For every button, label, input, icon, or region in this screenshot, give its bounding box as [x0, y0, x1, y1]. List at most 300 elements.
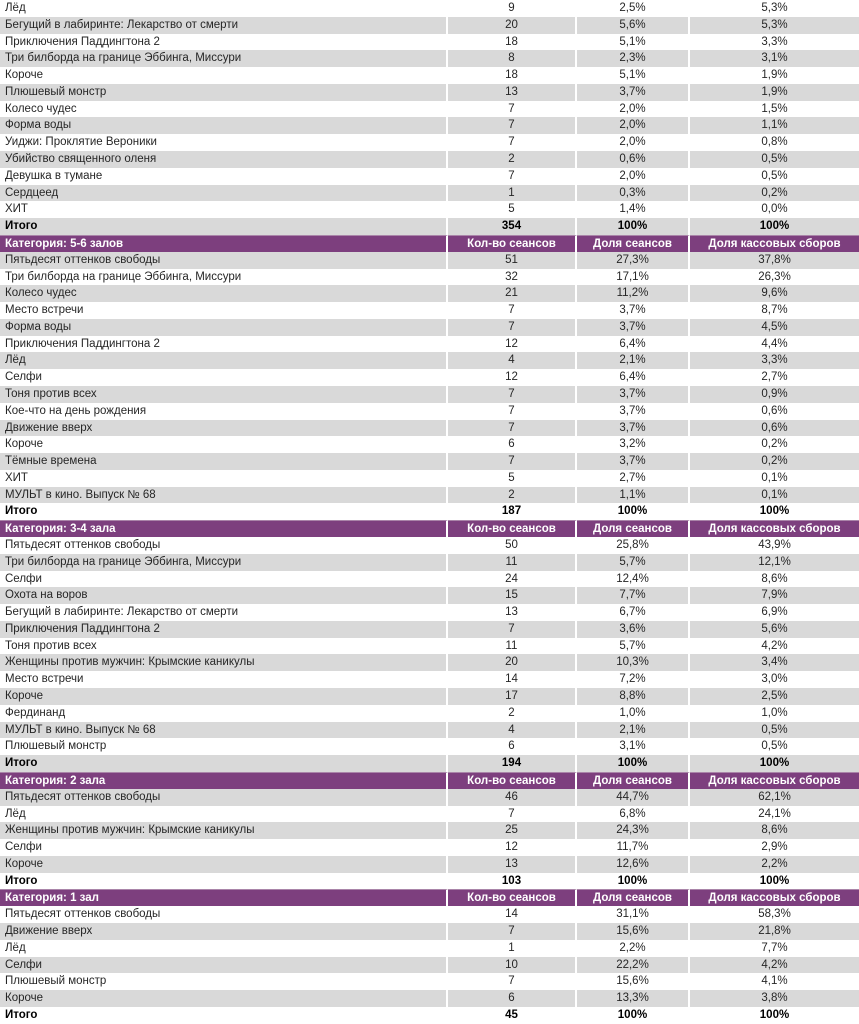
- movie-row: [0, 302, 859, 319]
- movie-title: МУЛЬТ в кино. Выпуск № 68: [0, 722, 448, 739]
- sessions-share-cell: 1,4%: [577, 201, 690, 218]
- sessions-count-cell: 9: [448, 0, 577, 17]
- movie-row: [0, 973, 859, 990]
- sessions-share-cell: 3,6%: [577, 621, 690, 638]
- sessions-count-cell: 14: [448, 671, 577, 688]
- boxoffice-share-cell: 7,9%: [690, 587, 859, 604]
- movie-row: [0, 906, 859, 923]
- sessions-share-cell: 7,2%: [577, 671, 690, 688]
- movie-title: Колесо чудес: [0, 285, 448, 302]
- column-header-sessions-count: Кол-во сеансов: [448, 235, 577, 252]
- sessions-share-cell: 6,4%: [577, 336, 690, 353]
- sessions-share-cell: 6,7%: [577, 604, 690, 621]
- movie-row: [0, 537, 859, 554]
- movie-title: Форма воды: [0, 319, 448, 336]
- movie-row: [0, 654, 859, 671]
- boxoffice-share-cell: 3,8%: [690, 990, 859, 1007]
- sessions-count-cell: 7: [448, 386, 577, 403]
- sessions-count-cell: 4: [448, 352, 577, 369]
- sessions-share-cell: 2,5%: [577, 0, 690, 17]
- column-header-sessions-count: Кол-во сеансов: [448, 520, 577, 537]
- sessions-share-cell: 5,6%: [577, 17, 690, 34]
- sessions-share-cell: 17,1%: [577, 269, 690, 286]
- sessions-count-cell: 6: [448, 738, 577, 755]
- sessions-share-cell: 3,7%: [577, 453, 690, 470]
- movie-title: Приключения Паддингтона 2: [0, 34, 448, 51]
- boxoffice-share-cell: 5,3%: [690, 17, 859, 34]
- sessions-count-cell: 7: [448, 453, 577, 470]
- boxoffice-share-cell: 0,8%: [690, 134, 859, 151]
- sessions-count-cell: 2: [448, 151, 577, 168]
- boxoffice-share-cell: 0,5%: [690, 738, 859, 755]
- sessions-share-cell: 2,0%: [577, 168, 690, 185]
- boxoffice-share-cell: 8,6%: [690, 571, 859, 588]
- movie-row: [0, 67, 859, 84]
- boxoffice-share-cell: 0,1%: [690, 487, 859, 504]
- total-row: [0, 218, 859, 235]
- movie-title: Колесо чудес: [0, 101, 448, 118]
- boxoffice-share-cell: 0,2%: [690, 436, 859, 453]
- sessions-count-cell: 7: [448, 403, 577, 420]
- movie-row: [0, 487, 859, 504]
- movie-row: [0, 453, 859, 470]
- movie-title: Место встречи: [0, 671, 448, 688]
- movie-title: Пятьдесят оттенков свободы: [0, 252, 448, 269]
- sessions-share-cell: 2,0%: [577, 117, 690, 134]
- total-label: Итого: [0, 218, 448, 235]
- movie-title: Селфи: [0, 369, 448, 386]
- sessions-count-cell: 18: [448, 67, 577, 84]
- category-label: Категория: 1 зал: [0, 889, 448, 906]
- movie-row: [0, 403, 859, 420]
- boxoffice-share-cell: 2,9%: [690, 839, 859, 856]
- sessions-count-cell: 46: [448, 789, 577, 806]
- boxoffice-share-cell: 2,2%: [690, 856, 859, 873]
- boxoffice-share-cell: 8,6%: [690, 822, 859, 839]
- movie-title: Селфи: [0, 839, 448, 856]
- sessions-count-cell: 15: [448, 587, 577, 604]
- sessions-share-cell: 100%: [577, 873, 690, 890]
- movie-row: [0, 789, 859, 806]
- movie-title: Короче: [0, 688, 448, 705]
- sessions-share-cell: 15,6%: [577, 923, 690, 940]
- movie-title: Короче: [0, 990, 448, 1007]
- boxoffice-share-cell: 1,9%: [690, 67, 859, 84]
- boxoffice-share-cell: 3,1%: [690, 50, 859, 67]
- sessions-count-cell: 7: [448, 806, 577, 823]
- boxoffice-share-cell: 100%: [690, 1007, 859, 1024]
- sessions-count-cell: 12: [448, 336, 577, 353]
- sessions-share-cell: 1,1%: [577, 487, 690, 504]
- boxoffice-share-cell: 4,2%: [690, 957, 859, 974]
- column-header-sessions-share: Доля сеансов: [577, 235, 690, 252]
- movie-row: [0, 319, 859, 336]
- sessions-count-cell: 7: [448, 302, 577, 319]
- sessions-share-cell: 2,0%: [577, 101, 690, 118]
- sessions-share-cell: 100%: [577, 1007, 690, 1024]
- sessions-share-cell: 5,1%: [577, 67, 690, 84]
- sessions-share-cell: 3,7%: [577, 420, 690, 437]
- sessions-count-cell: 11: [448, 638, 577, 655]
- movie-row: [0, 923, 859, 940]
- sessions-count-cell: 7: [448, 134, 577, 151]
- category-label: Категория: 2 зала: [0, 772, 448, 789]
- movie-title: Плюшевый монстр: [0, 738, 448, 755]
- sessions-share-cell: 44,7%: [577, 789, 690, 806]
- boxoffice-share-cell: 1,9%: [690, 84, 859, 101]
- movie-title: Движение вверх: [0, 420, 448, 437]
- movie-row: [0, 638, 859, 655]
- sessions-count-cell: 13: [448, 604, 577, 621]
- sessions-share-cell: 22,2%: [577, 957, 690, 974]
- movie-title: ХИТ: [0, 201, 448, 218]
- boxoffice-share-cell: 3,3%: [690, 352, 859, 369]
- boxoffice-share-cell: 37,8%: [690, 252, 859, 269]
- sessions-share-cell: 3,7%: [577, 84, 690, 101]
- movie-row: [0, 285, 859, 302]
- sessions-share-cell: 13,3%: [577, 990, 690, 1007]
- movie-row: [0, 0, 859, 17]
- movie-row: [0, 554, 859, 571]
- sessions-count-cell: 4: [448, 722, 577, 739]
- movie-title: Плюшевый монстр: [0, 973, 448, 990]
- boxoffice-share-cell: 2,5%: [690, 688, 859, 705]
- sessions-share-cell: 5,1%: [577, 34, 690, 51]
- sessions-count-cell: 1: [448, 940, 577, 957]
- boxoffice-share-cell: 100%: [690, 503, 859, 520]
- movie-title: Лёд: [0, 940, 448, 957]
- boxoffice-share-cell: 9,6%: [690, 285, 859, 302]
- sessions-share-cell: 3,2%: [577, 436, 690, 453]
- total-row: [0, 873, 859, 890]
- movie-row: [0, 50, 859, 67]
- movie-row: [0, 671, 859, 688]
- boxoffice-share-cell: 12,1%: [690, 554, 859, 571]
- movie-title: Убийство священного оленя: [0, 151, 448, 168]
- sessions-count-cell: 7: [448, 420, 577, 437]
- sessions-count-cell: 7: [448, 973, 577, 990]
- category-header-row: [0, 520, 859, 537]
- sessions-share-cell: 5,7%: [577, 554, 690, 571]
- sessions-share-cell: 3,7%: [577, 403, 690, 420]
- movie-row: [0, 470, 859, 487]
- movie-title: Лёд: [0, 0, 448, 17]
- sessions-count-cell: 2: [448, 487, 577, 504]
- sessions-share-cell: 2,1%: [577, 722, 690, 739]
- movie-row: [0, 940, 859, 957]
- sessions-count-cell: 45: [448, 1007, 577, 1024]
- sessions-count-cell: 6: [448, 436, 577, 453]
- boxoffice-share-cell: 0,1%: [690, 470, 859, 487]
- boxoffice-share-cell: 100%: [690, 755, 859, 772]
- sessions-count-cell: 11: [448, 554, 577, 571]
- movie-title: Короче: [0, 856, 448, 873]
- category-header-row: [0, 772, 859, 789]
- sessions-count-cell: 5: [448, 470, 577, 487]
- boxoffice-share-cell: 0,5%: [690, 151, 859, 168]
- sessions-count-cell: 7: [448, 923, 577, 940]
- sessions-share-cell: 12,6%: [577, 856, 690, 873]
- movie-title: Три билборда на границе Эббинга, Миссури: [0, 50, 448, 67]
- boxoffice-share-cell: 1,0%: [690, 705, 859, 722]
- movie-row: [0, 34, 859, 51]
- movie-title: Форма воды: [0, 117, 448, 134]
- sessions-share-cell: 6,8%: [577, 806, 690, 823]
- movie-row: [0, 101, 859, 118]
- sessions-share-cell: 3,7%: [577, 319, 690, 336]
- sessions-count-cell: 354: [448, 218, 577, 235]
- sessions-count-cell: 51: [448, 252, 577, 269]
- boxoffice-share-cell: 8,7%: [690, 302, 859, 319]
- movie-title: МУЛЬТ в кино. Выпуск № 68: [0, 487, 448, 504]
- sessions-share-cell: 2,1%: [577, 352, 690, 369]
- movie-row: [0, 269, 859, 286]
- movie-row: [0, 420, 859, 437]
- column-header-sessions-count: Кол-во сеансов: [448, 889, 577, 906]
- sessions-count-cell: 103: [448, 873, 577, 890]
- boxoffice-share-cell: 24,1%: [690, 806, 859, 823]
- sessions-count-cell: 24: [448, 571, 577, 588]
- movie-row: [0, 201, 859, 218]
- movie-title: Лёд: [0, 806, 448, 823]
- sessions-count-cell: 18: [448, 34, 577, 51]
- sessions-share-cell: 2,0%: [577, 134, 690, 151]
- movie-title: Три билборда на границе Эббинга, Миссури: [0, 554, 448, 571]
- movie-title: Приключения Паддингтона 2: [0, 621, 448, 638]
- sessions-share-cell: 0,6%: [577, 151, 690, 168]
- movie-title: Селфи: [0, 957, 448, 974]
- sessions-share-cell: 5,7%: [577, 638, 690, 655]
- movie-row: [0, 621, 859, 638]
- movie-title: Сердцеед: [0, 185, 448, 202]
- column-header-boxoffice-share: Доля кассовых сборов: [690, 772, 859, 789]
- movie-row: [0, 436, 859, 453]
- movie-row: [0, 722, 859, 739]
- movie-row: [0, 185, 859, 202]
- boxoffice-share-cell: 100%: [690, 873, 859, 890]
- boxoffice-share-cell: 43,9%: [690, 537, 859, 554]
- movie-title: Короче: [0, 436, 448, 453]
- sessions-share-cell: 11,7%: [577, 839, 690, 856]
- movie-row: [0, 856, 859, 873]
- category-header-row: [0, 235, 859, 252]
- movie-title: Девушка в тумане: [0, 168, 448, 185]
- boxoffice-share-cell: 58,3%: [690, 906, 859, 923]
- movie-title: Женщины против мужчин: Крымские каникулы: [0, 822, 448, 839]
- sessions-count-cell: 10: [448, 957, 577, 974]
- movie-row: [0, 151, 859, 168]
- movie-row: [0, 352, 859, 369]
- sessions-share-cell: 7,7%: [577, 587, 690, 604]
- movie-title: Тоня против всех: [0, 638, 448, 655]
- movie-row: [0, 336, 859, 353]
- movie-title: Фердинанд: [0, 705, 448, 722]
- sessions-count-cell: 32: [448, 269, 577, 286]
- sessions-share-cell: 3,7%: [577, 302, 690, 319]
- column-header-boxoffice-share: Доля кассовых сборов: [690, 235, 859, 252]
- sessions-share-cell: 100%: [577, 503, 690, 520]
- boxoffice-share-cell: 5,3%: [690, 0, 859, 17]
- sessions-share-cell: 100%: [577, 755, 690, 772]
- movie-title: Пятьдесят оттенков свободы: [0, 537, 448, 554]
- boxoffice-share-cell: 4,1%: [690, 973, 859, 990]
- movie-row: [0, 587, 859, 604]
- column-header-sessions-share: Доля сеансов: [577, 889, 690, 906]
- total-label: Итого: [0, 873, 448, 890]
- total-label: Итого: [0, 503, 448, 520]
- movie-title: Пятьдесят оттенков свободы: [0, 789, 448, 806]
- sessions-count-cell: 17: [448, 688, 577, 705]
- boxoffice-share-cell: 4,2%: [690, 638, 859, 655]
- movie-title: Короче: [0, 67, 448, 84]
- movie-row: [0, 688, 859, 705]
- boxoffice-share-cell: 0,5%: [690, 722, 859, 739]
- movie-row: [0, 822, 859, 839]
- sessions-share-cell: 25,8%: [577, 537, 690, 554]
- movie-title: Охота на воров: [0, 587, 448, 604]
- column-header-boxoffice-share: Доля кассовых сборов: [690, 889, 859, 906]
- movie-row: [0, 369, 859, 386]
- sessions-count-cell: 8: [448, 50, 577, 67]
- category-label: Категория: 5-6 залов: [0, 235, 448, 252]
- column-header-boxoffice-share: Доля кассовых сборов: [690, 520, 859, 537]
- sessions-count-cell: 50: [448, 537, 577, 554]
- sessions-count-cell: 20: [448, 17, 577, 34]
- sessions-share-cell: 15,6%: [577, 973, 690, 990]
- movie-row: [0, 839, 859, 856]
- sessions-count-cell: 20: [448, 654, 577, 671]
- movie-title: Лёд: [0, 352, 448, 369]
- sessions-share-cell: 2,7%: [577, 470, 690, 487]
- boxoffice-share-cell: 3,4%: [690, 654, 859, 671]
- sessions-share-cell: 6,4%: [577, 369, 690, 386]
- sessions-share-cell: 12,4%: [577, 571, 690, 588]
- movie-row: [0, 117, 859, 134]
- column-header-sessions-count: Кол-во сеансов: [448, 772, 577, 789]
- sessions-count-cell: 13: [448, 84, 577, 101]
- movie-title: Уиджи: Проклятие Вероники: [0, 134, 448, 151]
- category-label: Категория: 3-4 зала: [0, 520, 448, 537]
- sessions-count-cell: 187: [448, 503, 577, 520]
- boxoffice-share-cell: 0,6%: [690, 403, 859, 420]
- sessions-count-cell: 7: [448, 319, 577, 336]
- boxoffice-share-cell: 2,7%: [690, 369, 859, 386]
- total-row: [0, 755, 859, 772]
- sessions-count-cell: 5: [448, 201, 577, 218]
- movie-row: [0, 806, 859, 823]
- category-header-row: [0, 889, 859, 906]
- total-row: [0, 1007, 859, 1024]
- movie-row: [0, 168, 859, 185]
- sessions-count-cell: 7: [448, 101, 577, 118]
- sessions-share-cell: 2,2%: [577, 940, 690, 957]
- total-label: Итого: [0, 1007, 448, 1024]
- boxoffice-share-cell: 26,3%: [690, 269, 859, 286]
- sessions-count-cell: 2: [448, 705, 577, 722]
- boxoffice-share-cell: 62,1%: [690, 789, 859, 806]
- movie-row: [0, 134, 859, 151]
- movie-title: ХИТ: [0, 470, 448, 487]
- movie-title: Тёмные времена: [0, 453, 448, 470]
- sessions-share-cell: 100%: [577, 218, 690, 235]
- sessions-count-cell: 1: [448, 185, 577, 202]
- boxoffice-share-cell: 3,3%: [690, 34, 859, 51]
- boxoffice-share-cell: 1,5%: [690, 101, 859, 118]
- sessions-share-cell: 10,3%: [577, 654, 690, 671]
- movie-title: Движение вверх: [0, 923, 448, 940]
- movie-row: [0, 738, 859, 755]
- boxoffice-share-cell: 0,6%: [690, 420, 859, 437]
- movie-row: [0, 571, 859, 588]
- column-header-sessions-share: Доля сеансов: [577, 772, 690, 789]
- boxoffice-share-cell: 0,2%: [690, 453, 859, 470]
- boxoffice-share-cell: 4,4%: [690, 336, 859, 353]
- movie-title: Место встречи: [0, 302, 448, 319]
- sessions-count-cell: 7: [448, 117, 577, 134]
- sessions-count-cell: 7: [448, 621, 577, 638]
- sessions-share-cell: 31,1%: [577, 906, 690, 923]
- sessions-share-cell: 0,3%: [577, 185, 690, 202]
- sessions-count-cell: 6: [448, 990, 577, 1007]
- sessions-count-cell: 12: [448, 839, 577, 856]
- boxoffice-share-cell: 6,9%: [690, 604, 859, 621]
- movie-row: [0, 604, 859, 621]
- movie-title: Приключения Паддингтона 2: [0, 336, 448, 353]
- sessions-share-cell: 27,3%: [577, 252, 690, 269]
- sessions-count-cell: 12: [448, 369, 577, 386]
- movie-title: Селфи: [0, 571, 448, 588]
- sessions-count-cell: 13: [448, 856, 577, 873]
- movie-row: [0, 252, 859, 269]
- movie-row: [0, 386, 859, 403]
- sessions-share-cell: 11,2%: [577, 285, 690, 302]
- sessions-share-cell: 24,3%: [577, 822, 690, 839]
- boxoffice-share-cell: 5,6%: [690, 621, 859, 638]
- movie-title: Тоня против всех: [0, 386, 448, 403]
- boxoffice-share-cell: 1,1%: [690, 117, 859, 134]
- sessions-share-cell: 1,0%: [577, 705, 690, 722]
- boxoffice-share-cell: 0,2%: [690, 185, 859, 202]
- total-label: Итого: [0, 755, 448, 772]
- boxoffice-share-cell: 0,0%: [690, 201, 859, 218]
- movie-row: [0, 957, 859, 974]
- boxoffice-share-cell: 4,5%: [690, 319, 859, 336]
- boxoffice-share-cell: 3,0%: [690, 671, 859, 688]
- boxoffice-share-cell: 21,8%: [690, 923, 859, 940]
- sessions-share-cell: 8,8%: [577, 688, 690, 705]
- sessions-count-cell: 194: [448, 755, 577, 772]
- movie-title: Пятьдесят оттенков свободы: [0, 906, 448, 923]
- movie-row: [0, 705, 859, 722]
- movie-title: Бегущий в лабиринте: Лекарство от смерти: [0, 604, 448, 621]
- movie-title: Кое-что на день рождения: [0, 403, 448, 420]
- boxoffice-share-cell: 7,7%: [690, 940, 859, 957]
- column-header-sessions-share: Доля сеансов: [577, 520, 690, 537]
- sessions-count-cell: 25: [448, 822, 577, 839]
- sessions-count-cell: 14: [448, 906, 577, 923]
- boxoffice-share-cell: 100%: [690, 218, 859, 235]
- sessions-share-cell: 2,3%: [577, 50, 690, 67]
- movie-title: Три билборда на границе Эббинга, Миссури: [0, 269, 448, 286]
- sessions-count-cell: 7: [448, 168, 577, 185]
- total-row: [0, 503, 859, 520]
- sessions-count-cell: 21: [448, 285, 577, 302]
- movie-row: [0, 84, 859, 101]
- sessions-share-cell: 3,7%: [577, 386, 690, 403]
- boxoffice-share-cell: 0,5%: [690, 168, 859, 185]
- boxoffice-share-cell: 0,9%: [690, 386, 859, 403]
- movie-row: [0, 990, 859, 1007]
